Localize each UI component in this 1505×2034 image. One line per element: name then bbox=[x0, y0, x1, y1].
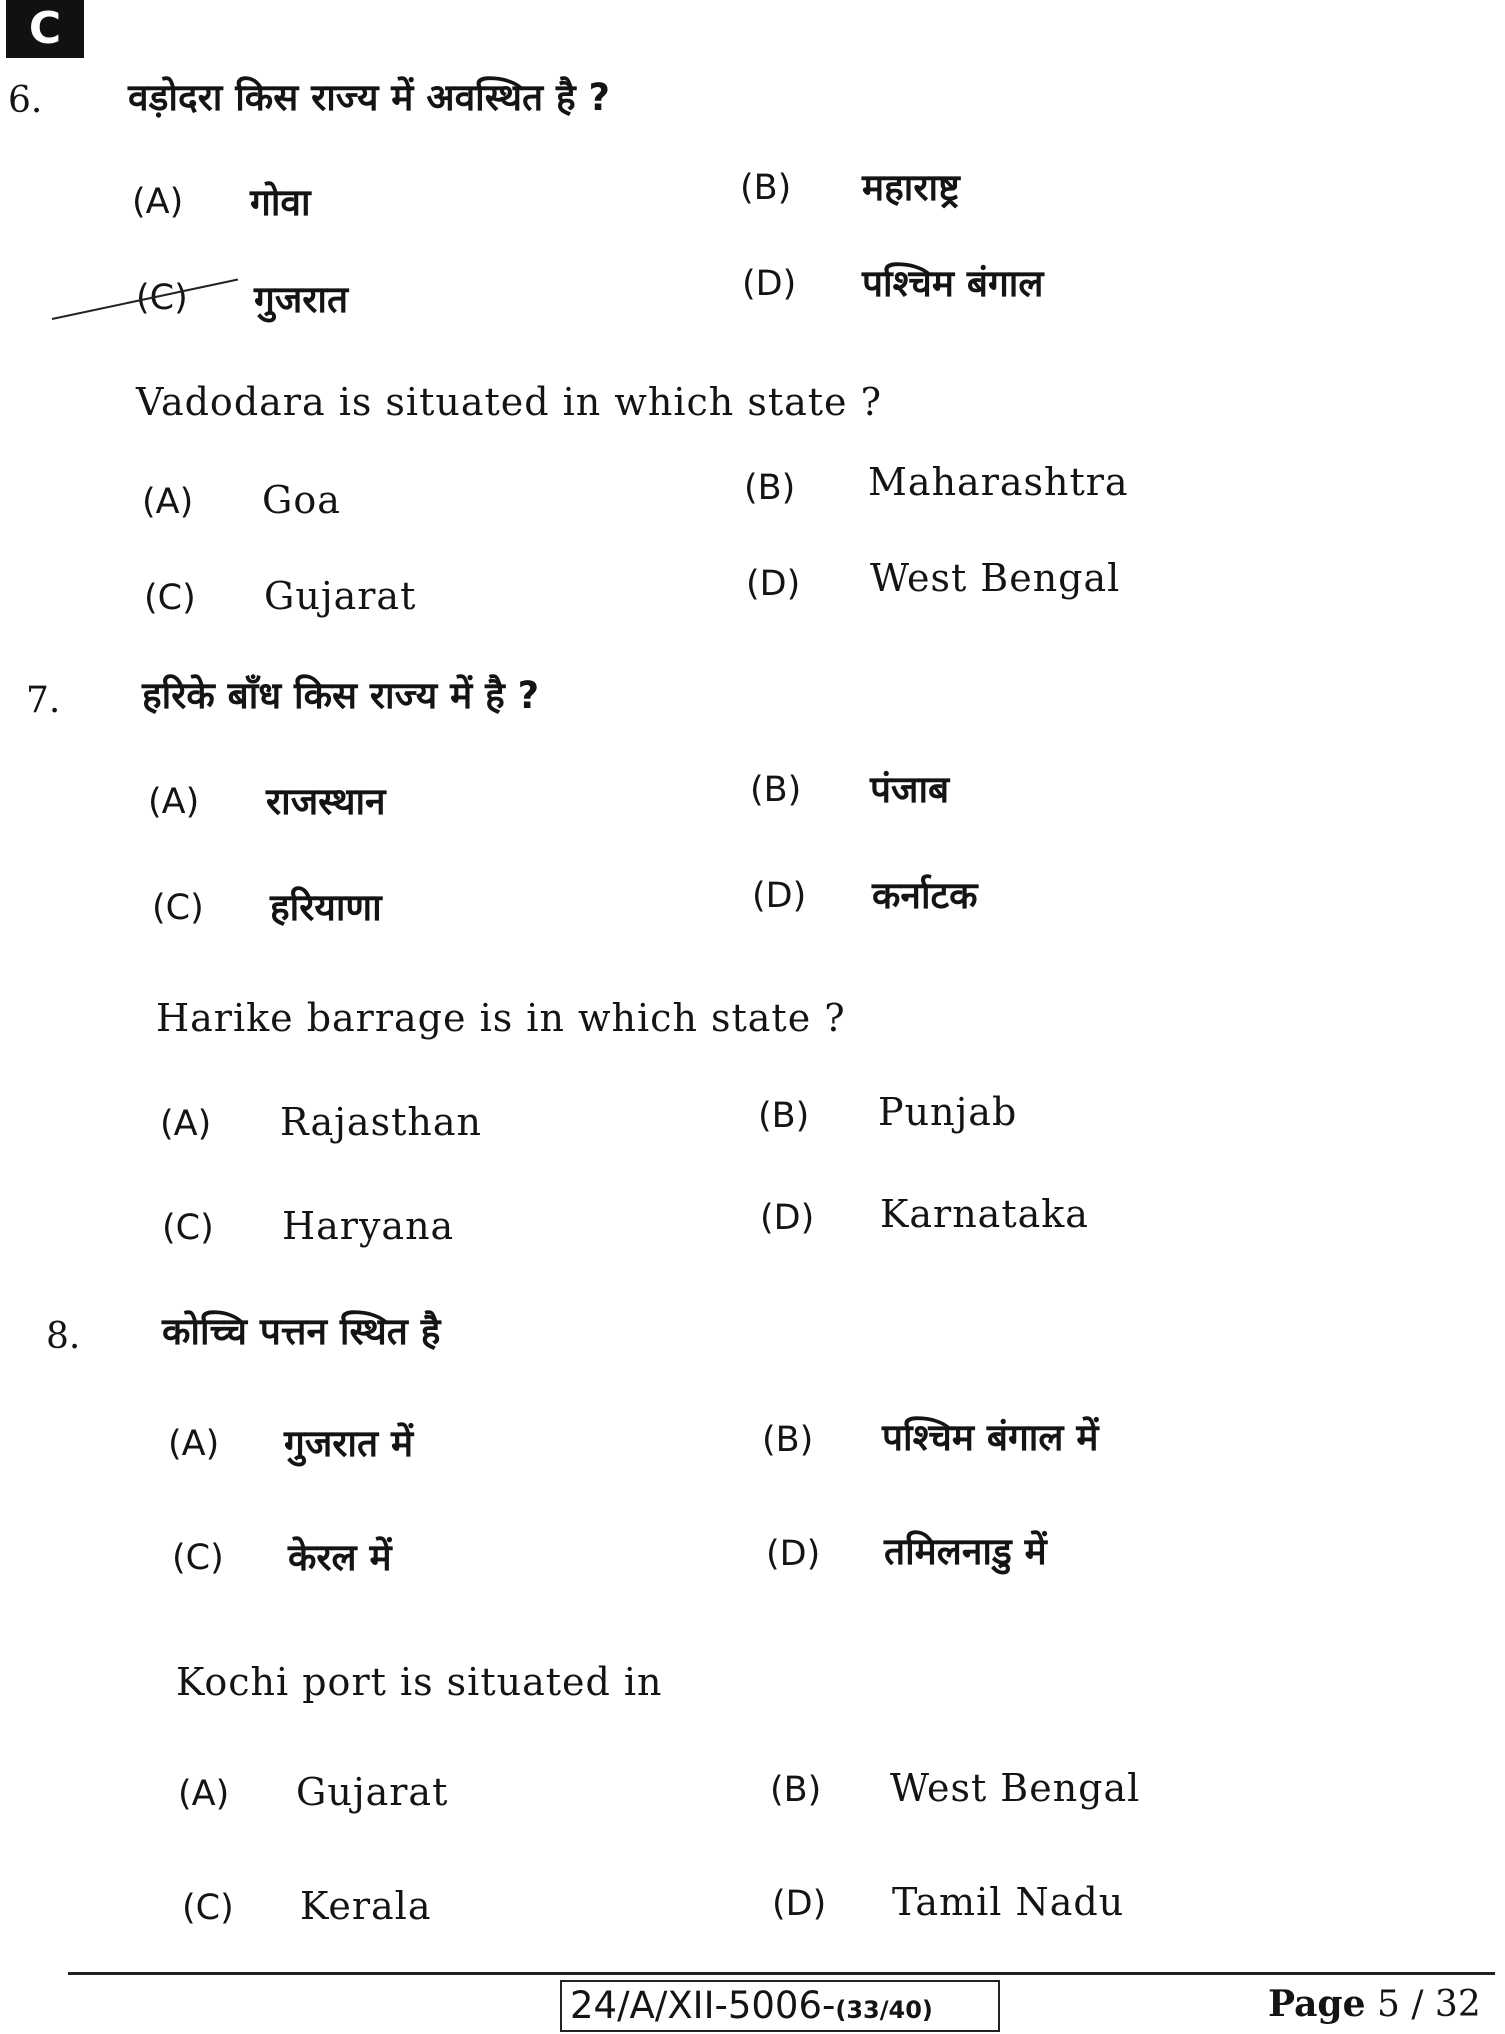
footer-rule bbox=[68, 1972, 1495, 1975]
question-text-english: Vadodara is situated in which state ? bbox=[136, 380, 882, 424]
option-text-english: Karnataka bbox=[880, 1192, 1089, 1236]
page-number bbox=[1268, 1983, 1481, 2025]
option-text-hindi: कर्नाटक bbox=[872, 874, 978, 917]
question-number: 7. bbox=[26, 680, 61, 721]
option-text-english: Rajasthan bbox=[280, 1100, 482, 1144]
question-text-hindi: कोच्चि पत्तन स्थित है bbox=[162, 1310, 441, 1353]
option-letter: (D) bbox=[742, 264, 797, 304]
option-text-english: Gujarat bbox=[264, 574, 417, 618]
option-letter: (D) bbox=[746, 564, 801, 604]
set-badge: C bbox=[6, 0, 84, 58]
option-letter: (C) bbox=[152, 888, 204, 928]
option-text-hindi: केरल में bbox=[288, 1536, 392, 1579]
option-text-english: Punjab bbox=[878, 1090, 1018, 1134]
option-text-english: Maharashtra bbox=[868, 460, 1129, 504]
option-text-english: Tamil Nadu bbox=[892, 1880, 1125, 1924]
option-letter: (D) bbox=[752, 876, 807, 916]
option-text-english: Kerala bbox=[300, 1884, 432, 1928]
question-text-english: Harike barrage is in which state ? bbox=[156, 996, 846, 1040]
page-label: Page bbox=[1268, 1983, 1366, 2025]
option-text-hindi: पंजाब bbox=[870, 768, 950, 811]
page-current: 5 bbox=[1376, 1984, 1400, 2025]
option-text-english: Haryana bbox=[282, 1204, 455, 1248]
option-text-hindi: गुजरात bbox=[254, 278, 349, 321]
option-text-hindi: हरियाणा bbox=[270, 886, 382, 929]
page-total: 32 bbox=[1434, 1984, 1481, 2025]
option-letter: (C) bbox=[182, 1888, 234, 1928]
option-letter: (B) bbox=[750, 770, 802, 810]
option-letter: (C) bbox=[144, 578, 196, 618]
option-letter: (A) bbox=[132, 182, 184, 222]
paper-code-suffix: (33/40) bbox=[835, 1996, 933, 2024]
question-text-hindi: वड़ोदरा किस राज्य में अवस्थित है ? bbox=[128, 76, 610, 119]
option-letter: (C) bbox=[162, 1208, 214, 1248]
option-letter: (A) bbox=[148, 782, 200, 822]
option-letter: (A) bbox=[160, 1104, 212, 1144]
option-letter: (D) bbox=[766, 1534, 821, 1574]
option-letter: (A) bbox=[142, 482, 194, 522]
option-text-hindi: तमिलनाडु में bbox=[884, 1530, 1047, 1573]
option-text-hindi: पश्चिम बंगाल में bbox=[882, 1416, 1099, 1459]
option-letter: (D) bbox=[760, 1198, 815, 1238]
option-text-hindi: पश्चिम बंगाल bbox=[862, 262, 1044, 305]
option-letter: (C) bbox=[172, 1538, 224, 1578]
option-text-hindi: गोवा bbox=[250, 181, 311, 224]
paper-code: 24/A/XII-5006- bbox=[570, 1984, 836, 2027]
question-text-hindi: हरिके बाँध किस राज्य में है ? bbox=[142, 674, 540, 717]
question-number: 6. bbox=[8, 80, 43, 121]
option-text-english: West Bengal bbox=[870, 556, 1121, 600]
option-letter: (B) bbox=[762, 1420, 814, 1460]
option-text-hindi: महाराष्ट्र bbox=[862, 166, 960, 209]
option-text-english: Goa bbox=[262, 478, 341, 522]
option-text-english: Gujarat bbox=[296, 1770, 449, 1814]
paper-code-box bbox=[560, 1980, 1000, 2032]
option-letter: (A) bbox=[168, 1424, 220, 1464]
option-letter: (B) bbox=[740, 168, 792, 208]
option-letter: (B) bbox=[758, 1096, 810, 1136]
option-text-hindi: गुजरात में bbox=[284, 1422, 414, 1465]
question-number: 8. bbox=[46, 1316, 81, 1357]
option-text-hindi: राजस्थान bbox=[266, 780, 386, 823]
option-letter: (C) bbox=[136, 278, 188, 318]
option-letter: (B) bbox=[744, 468, 796, 508]
page-separator: / bbox=[1411, 1984, 1424, 2025]
option-letter: (A) bbox=[178, 1774, 230, 1814]
question-text-english: Kochi port is situated in bbox=[176, 1660, 663, 1704]
option-text-english: West Bengal bbox=[890, 1766, 1141, 1810]
option-letter: (D) bbox=[772, 1884, 827, 1924]
option-letter: (B) bbox=[770, 1770, 822, 1810]
